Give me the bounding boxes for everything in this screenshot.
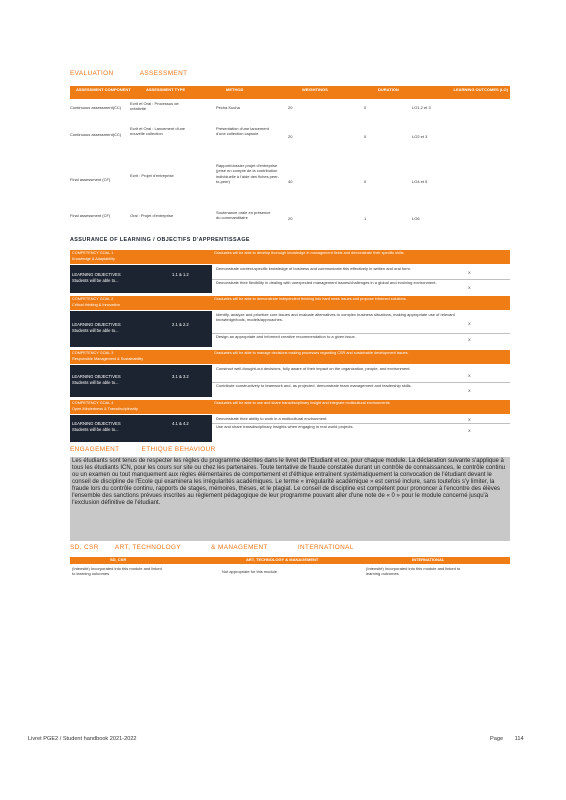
row-divider — [212, 333, 510, 334]
assessment-method: Présentation d'une lancement d'une collection capsule — [216, 126, 269, 137]
ethic-title — [70, 446, 216, 453]
evaluation-row — [70, 163, 510, 209]
sd-title-b: ART, TECHNOLOGY — [114, 544, 181, 551]
objective-item: Demonstrate their flexibility in dealing with unexpected management issues/challenges in a global and evolving environment. — [216, 280, 437, 285]
goal-subtitle: Critical thinking & Innovation — [72, 303, 120, 307]
sd-title-c: & MANAGEMENT — [211, 544, 268, 551]
lo-label: LEARNING OBJECTIVES — [72, 421, 121, 426]
goal-subtitle: Knowledge & Adaptability — [72, 257, 115, 261]
assessment-lo: LO4 et 5 — [412, 179, 428, 184]
objective-items — [212, 311, 510, 347]
competency-goal-bar — [70, 250, 510, 264]
learning-objectives-panel — [70, 265, 212, 293]
footer-page — [490, 736, 524, 742]
objective-item: Identify, analyze and prioritize core issues and evaluate alternatives to complex business situations, making appropriate use of relevant knowledge/tools, models/approaches. — [216, 312, 455, 323]
sd-title-d: INTERNATIONAL — [297, 544, 354, 551]
lo-label: LEARNING OBJECTIVES — [72, 374, 121, 379]
goal-title: COMPETENCY GOAL 4 — [72, 401, 114, 405]
x-mark: X — [468, 285, 471, 290]
assessment-duration: 1 — [364, 216, 367, 221]
assessment-component: Final assessment (CF) — [70, 177, 111, 182]
assessment-duration: 0 — [364, 134, 367, 139]
assessment-lo: LO2 et 3 — [412, 134, 428, 139]
footer-handbook-label: Livret PGE2 / Student handbook 2021-2022 — [28, 736, 137, 742]
lo-label: LEARNING OBJECTIVES — [72, 322, 121, 327]
goal-title: COMPETENCY GOAL 1 — [72, 251, 114, 255]
sd-header-international: INTERNATIONAL — [412, 557, 445, 562]
objective-item: Construct well-thought-out decisions, fully aware of their impact on the organization, people, and environment. — [216, 366, 411, 371]
evaluation-row — [70, 126, 510, 162]
assessment-weight: 20 — [288, 134, 293, 139]
header-weightings: WEIGHTINGS — [302, 87, 328, 92]
goal-description: Graduates will be able to manage decisions making processes regarding CSR and sustainable development issues. — [214, 351, 409, 355]
goal-subtitle: Open-Mindedness & Transdisciplinarity — [72, 407, 138, 411]
objective-item: Use and share transdisciplinary insights when engaging in real world projects. — [216, 424, 354, 429]
evaluation-table-header — [70, 86, 510, 99]
lo-sublabel: Students will be able to... — [72, 427, 119, 432]
goal-title: COMPETENCY GOAL 3 — [72, 351, 114, 355]
learning-objectives-panel — [70, 311, 212, 347]
lo-sublabel: Students will be able to... — [72, 328, 119, 333]
lo-sublabel: Students will be able to... — [72, 278, 119, 283]
assessment-lo: LO6 — [412, 216, 420, 221]
header-assessment-type: ASSESSMENT TYPE — [146, 87, 186, 92]
ethic-body: Les étudiants sont tenus de respecter les règles du programme décrites dans le livret de l'Etudiant et ce, pour chaque module. La déclaration suivante s'applique à tous les étudiants ICN, pour les cours sur site ou chez les partenaires. Toute tentative de fraude constatée durant un contrôle de connaissances, le contrôle continu ou un examen ou tout manquement aux règles élémentaires de comportement et d'éthique entraînent systématiquement la convocation de l'étudiant devant le conseil de discipline de l'Ecole qui examinera les irrégularités académiques. Le terme « irrégularité académique » est censé inclure, sans toutefois s'y limiter, la fraude lors du contrôle continu, rapports de stages, mémoires, thèses, et le plagiat. Le conseil de discipline est compétent pour prononcer à l'encontre des élèves l'ensemble des sanctions prévues inscrites au règlement pédagogique de leur programme pouvant aller d'une note de « 0 » pour le module concerné jusqu'à l'exclusion définitive de l'étudiant. — [72, 458, 506, 506]
objective-items — [212, 365, 510, 397]
assessment-method: Soutenance orale en présence du commanditaire — [216, 210, 271, 221]
sd-title — [70, 544, 354, 551]
lo-codes: 1.1 & 1.2 — [172, 272, 189, 277]
x-mark: X — [468, 337, 471, 342]
sd-cell-csr: (Intensité) Incorporated into this module and linked to learning outcomes — [72, 566, 162, 577]
assessment-weight: 40 — [288, 179, 293, 184]
learning-objectives-panel — [70, 365, 212, 397]
header-method: METHOD — [226, 87, 244, 92]
goal-title: COMPETENCY GOAL 2 — [72, 297, 114, 301]
row-divider — [212, 382, 510, 383]
assessment-method: Pecha Kucha — [216, 105, 240, 110]
evaluation-title-left: EVALUATION — [70, 70, 114, 77]
assessment-duration: 0 — [364, 179, 367, 184]
lo-label: LEARNING OBJECTIVES — [72, 272, 121, 277]
x-mark: X — [468, 417, 471, 422]
assessment-weight: 20 — [288, 216, 293, 221]
x-mark: X — [468, 270, 471, 275]
objective-item: Demonstrate context-specific knowledge of business and communicate this effectively in written and oral form. — [216, 266, 411, 271]
sd-header-art-tech: ART, TECHNOLOGY & MANAGEMENT — [246, 557, 319, 562]
lo-codes: 3.1 & 3.2 — [172, 374, 189, 379]
learning-objectives-panel — [70, 415, 212, 442]
x-mark: X — [468, 388, 471, 393]
assessment-type: Ecrit : Projet d'entreprise — [130, 173, 174, 178]
goal-description: Graduates will be able to develop thorough knowledge in management fields and demonstrate their specific skills. — [214, 251, 405, 255]
evaluation-row — [70, 101, 510, 125]
assessment-type: Oral : Projet d'entreprise — [130, 213, 174, 218]
ethic-title-left: ENGAGEMENT — [70, 446, 120, 453]
sd-title-a: SD, CSR — [70, 544, 99, 551]
header-assessment-component: ASSESSMENT COMPONENT — [76, 87, 131, 92]
assessment-method: Rapport/dossier projet d'entreprise (prise en compte de la contribution individuelle à l'aide des fiches peer-to-peer) — [216, 163, 280, 185]
header-learning-outcomes: LEARNING OUTCOMES (LO) — [453, 87, 508, 92]
assurance-title: ASSURANCE OF LEARNING / OBJECTIFS D'APPRENTISSAGE — [70, 237, 250, 243]
goal-description: Graduates will be able to use and share transdisciplinary insight and integrate multicultural environments. — [214, 401, 391, 405]
objective-items — [212, 415, 510, 442]
row-divider — [212, 279, 510, 280]
lo-sublabel: Students will be able to... — [72, 380, 119, 385]
sd-table-row — [70, 565, 510, 579]
competency-goal-bar — [70, 350, 510, 364]
goal-description: Graduates will be able to demonstrate independent thinking into hard news issues and propose informed solutions. — [214, 297, 407, 301]
assessment-component: Continuous assessment(CC) — [70, 132, 122, 137]
competency-goal-bar — [70, 400, 510, 414]
x-mark: X — [468, 373, 471, 378]
x-mark: X — [468, 321, 471, 326]
competency-goal-bar — [70, 296, 510, 310]
header-duration: DURATION — [378, 87, 399, 92]
evaluation-title-right: ASSESSMENT — [139, 70, 188, 77]
objective-item: Design an appropriate and informed creative recommendation to a given issue. — [216, 334, 356, 339]
objective-item: Demonstrate their ability to work in a multicultural environment. — [216, 416, 328, 421]
assessment-duration: 0 — [364, 105, 367, 110]
goal-subtitle: Responsible Management & Sustainability — [72, 357, 144, 361]
x-mark: X — [468, 428, 471, 433]
footer-page-label: Page — [490, 736, 504, 742]
footer-page-number: 114 — [514, 736, 524, 742]
objective-item: Contribute constructively to teamwork and, as projected, demonstrate team management and leadership skills. — [216, 383, 412, 388]
sd-cell-international: (Intensité) Incorporated into this module and linked to learning outcomes — [366, 566, 461, 577]
assessment-weight: 20 — [288, 105, 293, 110]
sd-cell-art-tech: Not appropriate for this module — [222, 569, 277, 574]
sd-table-header — [70, 557, 510, 564]
evaluation-row — [70, 210, 510, 232]
lo-codes: 2.1 & 2.2 — [172, 322, 189, 327]
assessment-component: Continuous assessment(CC) — [70, 105, 122, 110]
assessment-type: Ecrit et Oral : Lancement d'une nouvelle collection — [130, 126, 186, 137]
ethic-title-right: ETHIQUE BEHAVIOUR — [141, 446, 216, 453]
row-divider — [212, 423, 510, 424]
assessment-lo: LO1,2 et 3 — [412, 105, 431, 110]
assessment-component: Final assessment (CF) — [70, 213, 111, 218]
lo-codes: 4.1 & 4.2 — [172, 421, 189, 426]
evaluation-title — [70, 70, 187, 77]
assessment-type: Ecrit et Oral : Processus de créativité — [130, 101, 179, 112]
sd-header-csr: SD, CSR — [110, 557, 127, 562]
